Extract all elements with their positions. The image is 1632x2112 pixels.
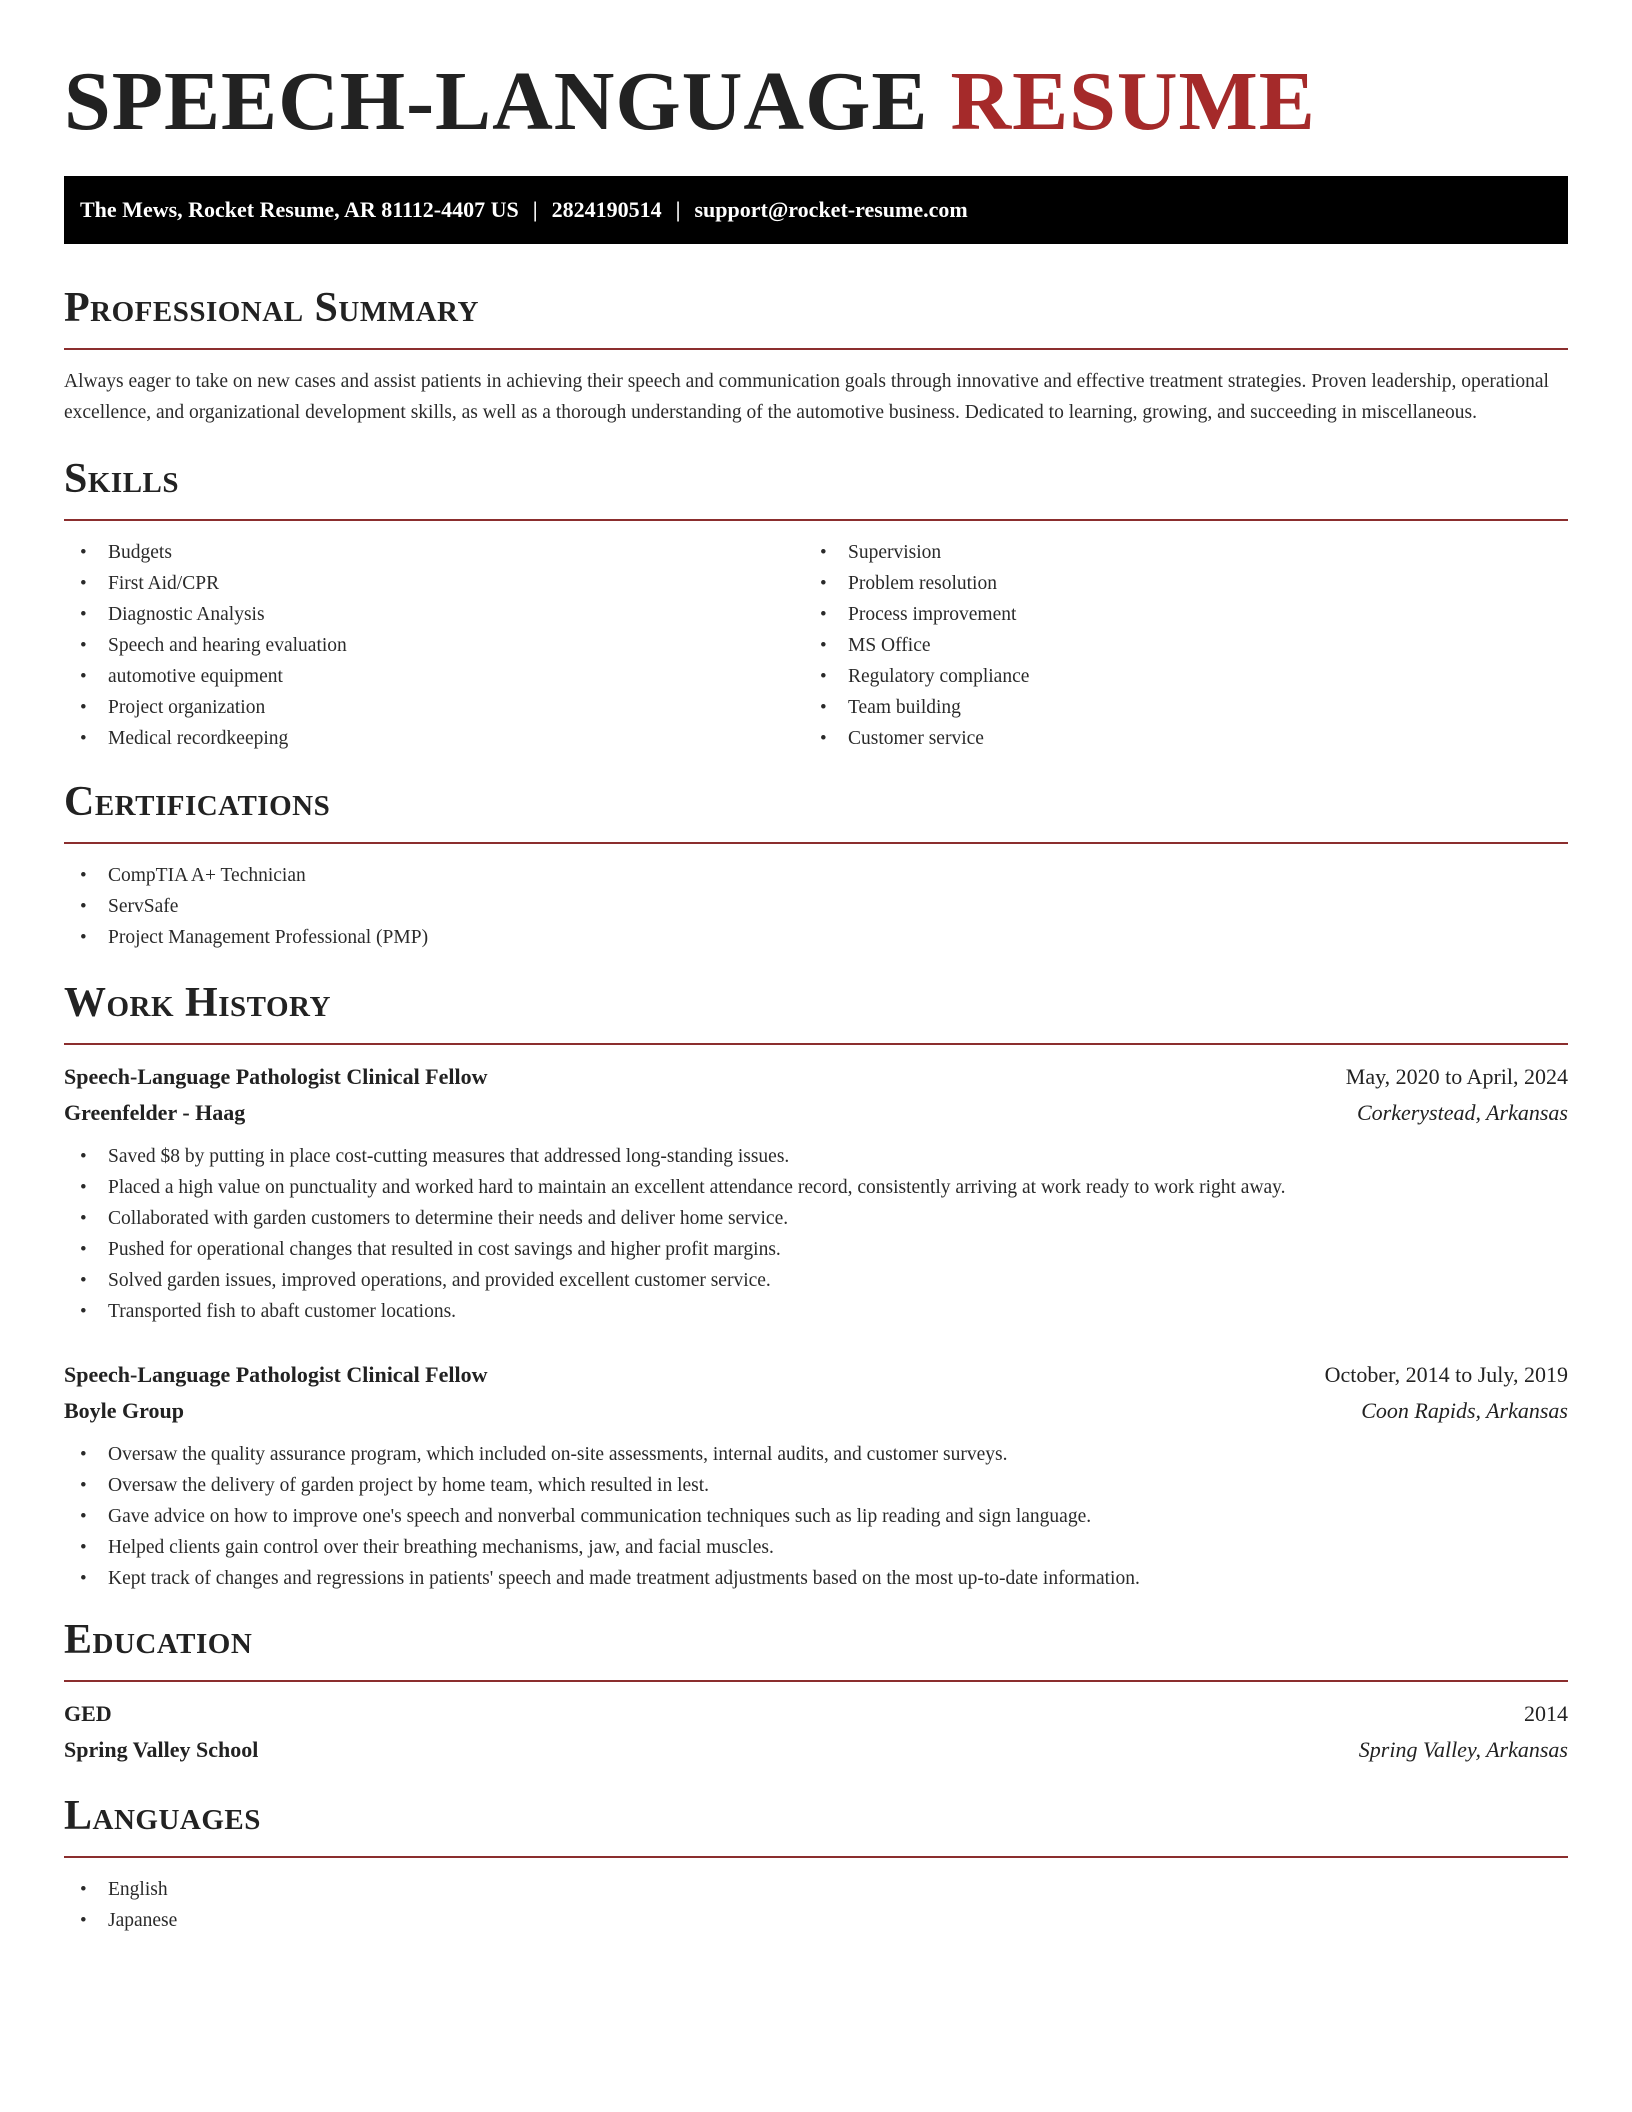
job-bullet: • Oversaw the delivery of garden project by home team, which resulted in lest. bbox=[64, 1470, 1568, 1501]
skill-item: • Project organization bbox=[64, 692, 804, 723]
contact-address: The Mews, Rocket Resume, AR 81112-4407 US bbox=[80, 197, 519, 222]
job-bullet: • Pushed for operational changes that resulted in cost savings and higher profit margins. bbox=[64, 1234, 1568, 1265]
job-bullet: • Saved $8 by putting in place cost-cutting measures that addressed long-standing issues. bbox=[64, 1141, 1568, 1172]
skill-item: • Process improvement bbox=[804, 599, 1544, 630]
languages-heading: Languages bbox=[64, 1790, 1568, 1858]
skill-item: • MS Office bbox=[804, 630, 1544, 661]
skills-list-right bbox=[804, 537, 1544, 754]
skill-item: • Team building bbox=[804, 692, 1544, 723]
skills-heading: Skills bbox=[64, 453, 1568, 521]
title-accent: RESUME bbox=[950, 55, 1316, 148]
job-bullet: • Solved garden issues, improved operations, and provided excellent customer service. bbox=[64, 1265, 1568, 1296]
job-bullet: • Oversaw the quality assurance program, which included on-site assessments, internal audits, and customer surveys. bbox=[64, 1439, 1568, 1470]
job-bullets bbox=[64, 1141, 1568, 1327]
job-location: Corkerystead, Arkansas bbox=[1356, 1100, 1568, 1125]
job-subheader bbox=[64, 1393, 1568, 1429]
job-entry bbox=[64, 1059, 1568, 1327]
skill-item: • Regulatory compliance bbox=[804, 661, 1544, 692]
education-header bbox=[64, 1696, 1568, 1732]
summary-text: Always eager to take on new cases and assist patients in achieving their speech and communication goals through innovative and effective treatment strategies. Proven leadership, operational excellence, and organizational development skills, as well as a thorough understanding of the automotive business. Dedicated to learning, growing, and succeeding in miscellaneous. bbox=[64, 371, 1549, 423]
job-bullet: • Placed a high value on punctuality and worked hard to maintain an excellent attendance record, consistently arriving at work ready to work right away. bbox=[64, 1172, 1568, 1203]
education-location: Spring Valley, Arkansas bbox=[1358, 1737, 1568, 1762]
education-degree: GED bbox=[64, 1701, 112, 1726]
skill-item: • Medical recordkeeping bbox=[64, 723, 804, 754]
skill-item: • Speech and hearing evaluation bbox=[64, 630, 804, 661]
job-bullet: • Transported fish to abaft customer locations. bbox=[64, 1296, 1568, 1327]
job-company: Greenfelder - Haag bbox=[64, 1100, 246, 1125]
language-item: • English bbox=[64, 1874, 1568, 1905]
contact-email: support@rocket-resume.com bbox=[694, 197, 968, 222]
job-dates: May, 2020 to April, 2024 bbox=[1345, 1064, 1568, 1089]
skill-item: • Customer service bbox=[804, 723, 1544, 754]
job-bullet: • Kept track of changes and regressions in patients' speech and made treatment adjustments based on the most up-to-date information. bbox=[64, 1563, 1568, 1594]
job-entry bbox=[64, 1357, 1568, 1594]
skills-column-left bbox=[64, 537, 804, 754]
job-subheader bbox=[64, 1095, 1568, 1131]
skill-item: • First Aid/CPR bbox=[64, 568, 804, 599]
job-header bbox=[64, 1357, 1568, 1393]
skill-item: • Budgets bbox=[64, 537, 804, 568]
job-bullet: • Collaborated with garden customers to determine their needs and deliver home service. bbox=[64, 1203, 1568, 1234]
skill-item: • Supervision bbox=[804, 537, 1544, 568]
certification-item: • Project Management Professional (PMP) bbox=[64, 922, 1568, 953]
certification-item: • ServSafe bbox=[64, 891, 1568, 922]
resume-page bbox=[64, 0, 1568, 1936]
skills-grid bbox=[64, 537, 1568, 754]
job-dates: October, 2014 to July, 2019 bbox=[1324, 1362, 1568, 1387]
languages-list bbox=[64, 1874, 1568, 1936]
title-main: SPEECH-LANGUAGE bbox=[64, 55, 929, 148]
education-entry bbox=[64, 1696, 1568, 1768]
education-year: 2014 bbox=[1524, 1701, 1568, 1726]
contact-phone: 2824190514 bbox=[551, 197, 662, 222]
job-bullet: • Helped clients gain control over their breathing mechanisms, jaw, and facial muscles. bbox=[64, 1532, 1568, 1563]
job-company: Boyle Group bbox=[64, 1398, 185, 1423]
work-history-heading: Work History bbox=[64, 977, 1568, 1045]
contact-bar bbox=[64, 176, 1568, 244]
skill-item: • Diagnostic Analysis bbox=[64, 599, 804, 630]
certification-item: • CompTIA A+ Technician bbox=[64, 860, 1568, 891]
education-school: Spring Valley School bbox=[64, 1737, 259, 1762]
resume-title bbox=[64, 0, 1568, 152]
certifications-heading: Certifications bbox=[64, 776, 1568, 844]
job-title: Speech-Language Pathologist Clinical Fellow bbox=[64, 1064, 488, 1089]
education-subheader bbox=[64, 1732, 1568, 1768]
skill-item: • automotive equipment bbox=[64, 661, 804, 692]
job-bullet: • Gave advice on how to improve one's speech and nonverbal communication techniques such as lip reading and sign language. bbox=[64, 1501, 1568, 1532]
job-location: Coon Rapids, Arkansas bbox=[1361, 1398, 1568, 1423]
language-item: • Japanese bbox=[64, 1905, 1568, 1936]
contact-separator: | bbox=[675, 197, 681, 222]
skills-list-left bbox=[64, 537, 804, 754]
job-title: Speech-Language Pathologist Clinical Fellow bbox=[64, 1362, 488, 1387]
education-heading: Education bbox=[64, 1614, 1568, 1682]
job-header bbox=[64, 1059, 1568, 1095]
contact-separator: | bbox=[532, 197, 538, 222]
skill-item: • Problem resolution bbox=[804, 568, 1544, 599]
job-bullets bbox=[64, 1439, 1568, 1594]
certifications-list bbox=[64, 860, 1568, 953]
summary-heading: Professional Summary bbox=[64, 282, 1568, 350]
skills-column-right bbox=[804, 537, 1544, 754]
